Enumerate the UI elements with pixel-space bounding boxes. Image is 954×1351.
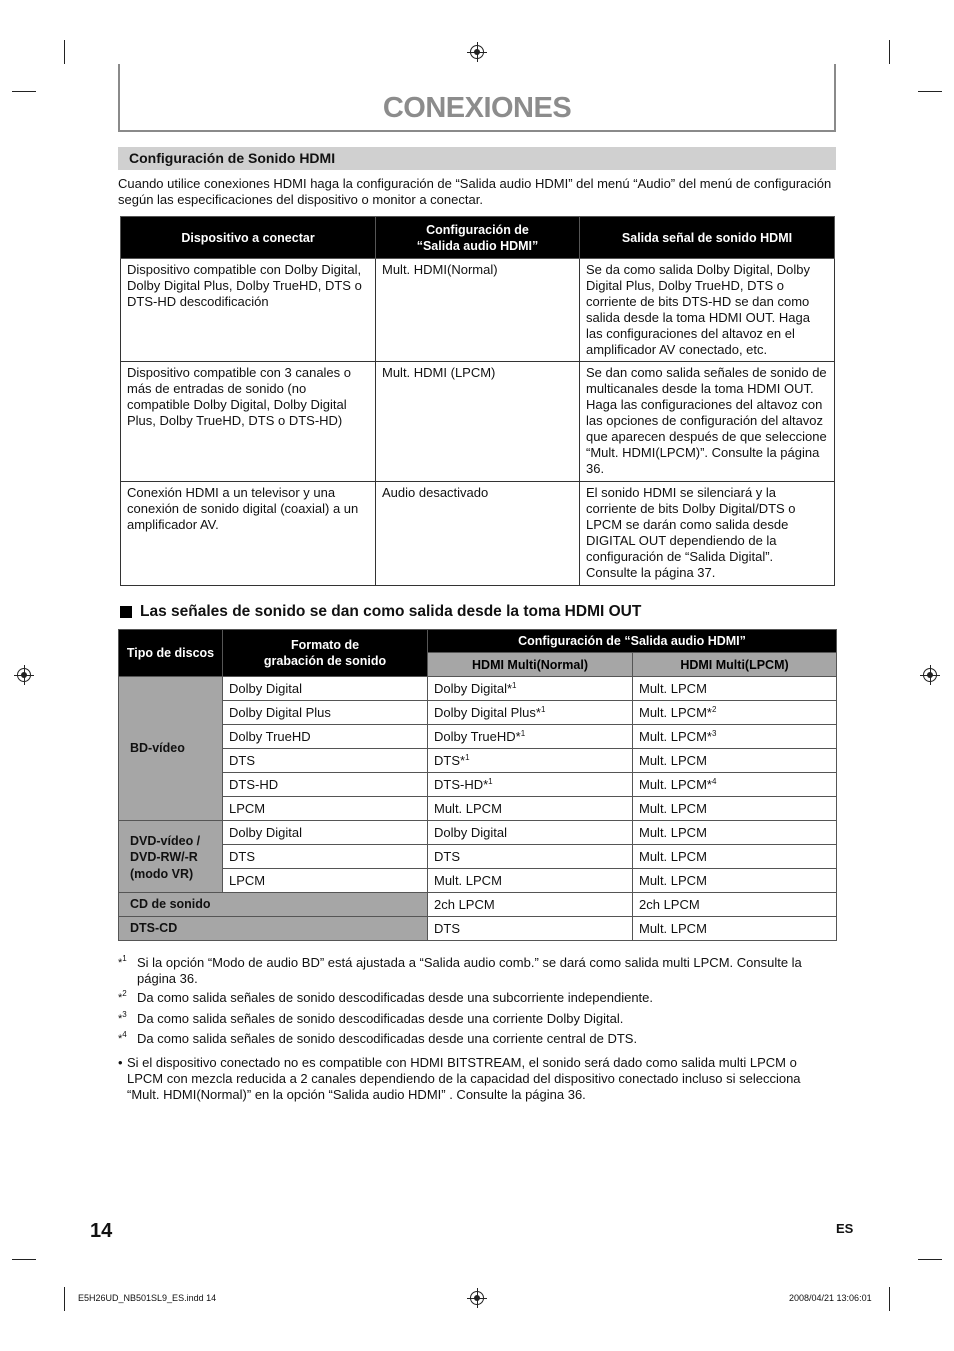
normal-cell: DTS*$^1$	[428, 749, 633, 773]
table-row	[119, 677, 837, 701]
header-hdmi-lpcm: HDMI Multi(LPCM)	[633, 653, 837, 677]
normal-cell: 2ch LPCM	[428, 893, 633, 917]
setting-cell: Audio desactivado	[376, 482, 580, 586]
registration-mark-icon	[470, 45, 484, 59]
crop-mark	[64, 40, 65, 64]
intro-paragraph: Cuando utilice conexiones HDMI haga la configuración de “Salida audio HDMI” del menú “Audio” del menú de configuración según las especificaciones del dispositivo o monitor a conectar.	[118, 176, 832, 207]
lpcm-cell: Mult. LPCM*$^2$	[633, 701, 837, 725]
format-cell: LPCM	[223, 869, 428, 893]
table-row	[119, 773, 837, 797]
registration-mark-icon	[923, 668, 937, 682]
table-header-row	[119, 630, 837, 653]
device-cell: Dispositivo compatible con 3 canales o más de entradas de sonido (no compatible Dolby Digital, Dolby Digital Plus, Dolby TrueHD, DTS o DTS-HD)	[121, 362, 376, 482]
normal-cell: Mult. LPCM	[428, 869, 633, 893]
device-cell: Conexión HDMI a un televisor y una conexión de sonido digital (coaxial) a un amplificador AV.	[121, 482, 376, 586]
table-row	[119, 845, 837, 869]
setting-cell: Mult. HDMI (LPCM)	[376, 362, 580, 482]
disc-output-table	[118, 629, 837, 941]
registration-mark-icon	[470, 1291, 484, 1305]
header-recording-format: Formato de grabación de sonido	[223, 630, 428, 677]
lpcm-cell: Mult. LPCM	[633, 677, 837, 701]
lpcm-cell: Mult. LPCM*$^3$	[633, 725, 837, 749]
section-title: Configuración de Sonido HDMI	[118, 147, 836, 170]
setting-cell: Mult. HDMI(Normal)	[376, 259, 580, 362]
table-row	[119, 797, 837, 821]
format-cell: DTS	[223, 749, 428, 773]
header-setting: Configuración de “Salida audio HDMI”	[376, 217, 580, 259]
table-row	[119, 749, 837, 773]
table-row	[119, 725, 837, 749]
page-number: 14	[90, 1220, 113, 1242]
table-row	[121, 362, 835, 482]
connection-settings-table	[120, 216, 835, 586]
table-row	[121, 482, 835, 586]
format-cell: DTS	[223, 845, 428, 869]
lpcm-cell: Mult. LPCM	[633, 821, 837, 845]
format-cell: DTS-HD	[223, 773, 428, 797]
normal-cell: DTS	[428, 845, 633, 869]
footer-timestamp: 2008/04/21 13:06:01	[789, 1293, 872, 1303]
normal-cell: Dolby Digital Plus*$^1$	[428, 701, 633, 725]
format-cell: LPCM	[223, 797, 428, 821]
normal-cell: Dolby TrueHD*$^1$	[428, 725, 633, 749]
lpcm-cell: Mult. LPCM*$^4$	[633, 773, 837, 797]
table-row	[119, 821, 837, 845]
normal-cell: DTS	[428, 917, 633, 941]
lpcm-cell: Mult. LPCM	[633, 749, 837, 773]
crop-mark	[889, 1287, 890, 1311]
output-cell: Se da como salida Dolby Digital, Dolby Digital Plus, Dolby TrueHD, DTS o corriente de bits DTS-HD se dan como salida desde la toma HDMI OUT. Haga las configuraciones del altavoz en el amplificador AV conectado, etc.	[580, 259, 835, 362]
lpcm-cell: Mult. LPCM	[633, 869, 837, 893]
crop-mark	[64, 1287, 65, 1311]
normal-cell: Mult. LPCM	[428, 797, 633, 821]
disc-dts-cd: DTS-CD	[119, 917, 428, 941]
crop-mark	[918, 91, 942, 92]
lpcm-cell: Mult. LPCM	[633, 797, 837, 821]
format-cell: Dolby Digital	[223, 821, 428, 845]
header-hdmi-normal: HDMI Multi(Normal)	[428, 653, 633, 677]
normal-cell: DTS-HD*$^1$	[428, 773, 633, 797]
output-cell: El sonido HDMI se silenciará y la corriente de bits Dolby Digital/DTS o LPCM se darán como salida desde DIGITAL OUT dependiendo de la configuración de “Salida Digital”. Consulte la página 37.	[580, 482, 835, 586]
disc-cd: CD de sonido	[119, 893, 428, 917]
header-output: Salida señal de sonido HDMI	[580, 217, 835, 259]
header-device: Dispositivo a conectar	[121, 217, 376, 259]
device-cell: Dispositivo compatible con Dolby Digital, Dolby Digital Plus, Dolby TrueHD, DTS o DTS-HD descodificación	[121, 259, 376, 362]
table-row	[119, 917, 837, 941]
normal-cell: Dolby Digital	[428, 821, 633, 845]
disc-bd-video: BD-vídeo	[119, 677, 223, 821]
lpcm-cell: Mult. LPCM	[633, 845, 837, 869]
output-cell: Se dan como salida señales de sonido de multicanales desde la toma HDMI OUT. Haga las configuraciones del altavoz con las opciones de configuración del altavoz que aparecen después de que seleccione “Mult. HDMI(LPCM)”. Consulte la página 36.	[580, 362, 835, 482]
table-row	[119, 701, 837, 725]
table-row	[119, 893, 837, 917]
crop-mark	[12, 91, 36, 92]
page-title: CONEXIONES	[382, 92, 572, 124]
lpcm-cell: 2ch LPCM	[633, 893, 837, 917]
format-cell: Dolby TrueHD	[223, 725, 428, 749]
square-bullet-icon	[120, 606, 132, 618]
language-label: ES	[836, 1221, 854, 1236]
registration-mark-icon	[17, 668, 31, 682]
header-hdmi-config: Configuración de “Salida audio HDMI”	[428, 630, 837, 653]
normal-cell: Dolby Digital*$^1$	[428, 677, 633, 701]
crop-mark	[918, 1259, 942, 1260]
output-section-heading: Las señales de sonido se dan como salida desde la toma HDMI OUT	[140, 603, 642, 620]
disc-dvd-video: DVD-vídeo / DVD-RW/-R (modo VR)	[119, 821, 223, 893]
title-frame	[118, 64, 836, 132]
footer-filename: E5H26UD_NB501SL9_ES.indd 14	[78, 1293, 217, 1303]
header-disc-type: Tipo de discos	[119, 630, 223, 677]
format-cell: Dolby Digital	[223, 677, 428, 701]
table-row	[121, 259, 835, 362]
lpcm-cell: Mult. LPCM	[633, 917, 837, 941]
crop-mark	[12, 1259, 36, 1260]
table-row	[119, 869, 837, 893]
crop-mark	[889, 40, 890, 64]
table-header-row	[121, 217, 835, 259]
format-cell: Dolby Digital Plus	[223, 701, 428, 725]
